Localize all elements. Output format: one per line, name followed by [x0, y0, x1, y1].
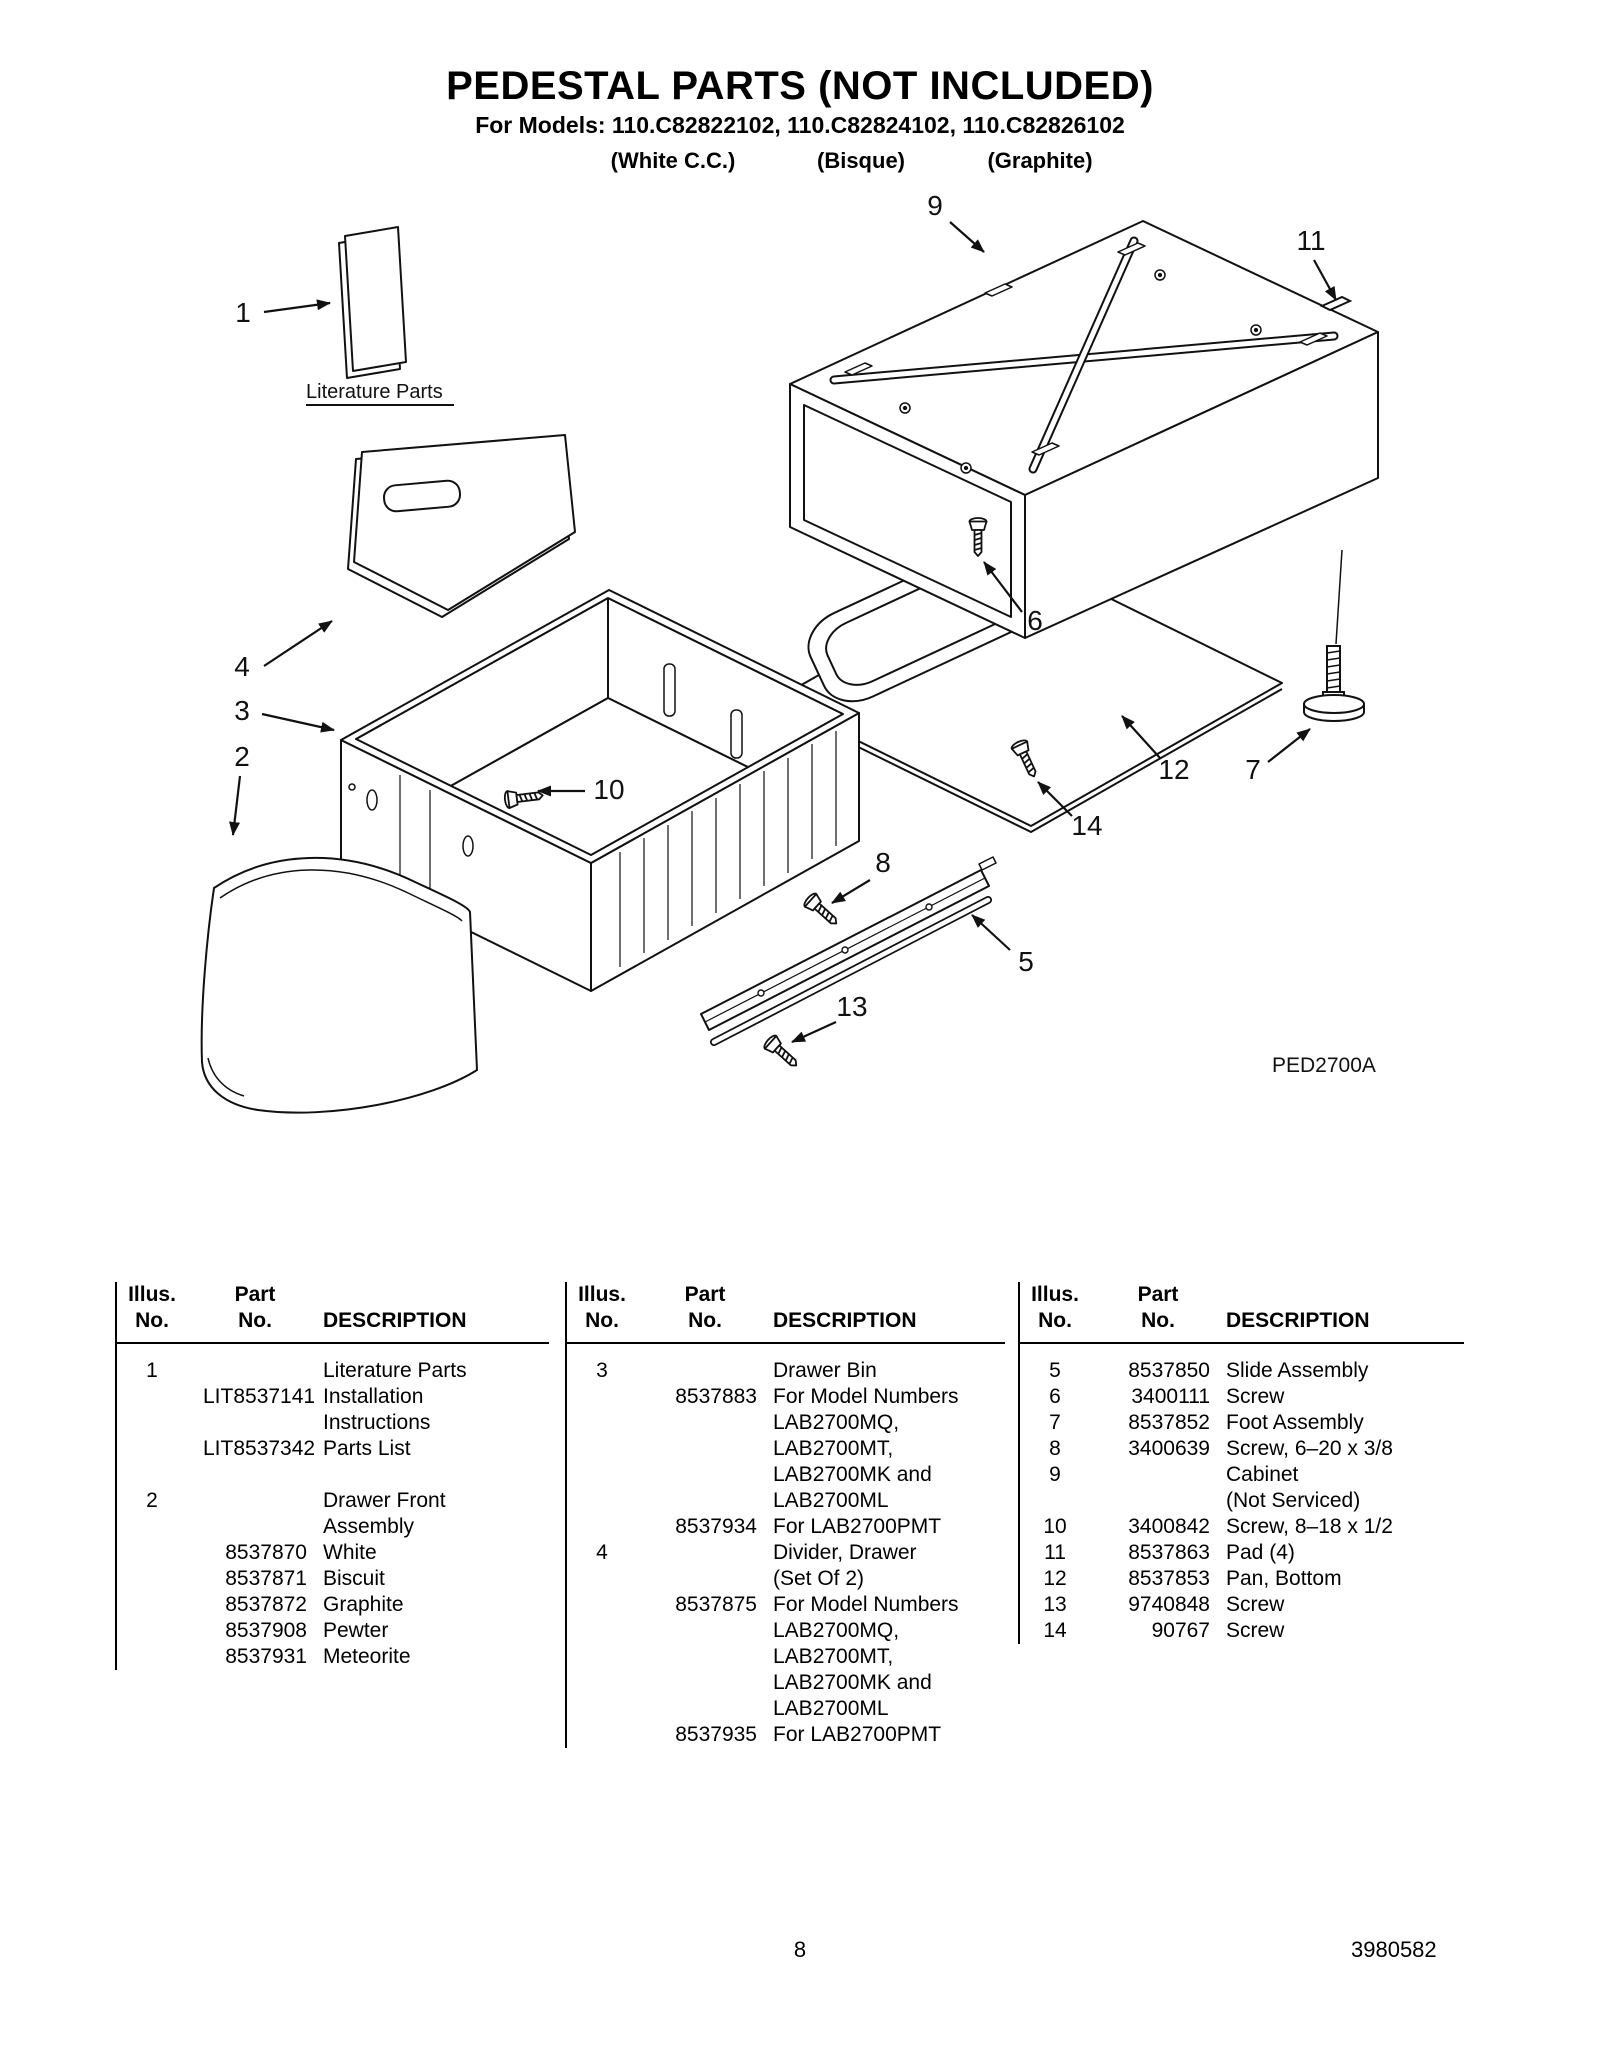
parts-table-column-1 [115, 1282, 549, 1670]
table-row [1020, 1540, 1464, 1566]
part-no-cell: 3400639 [1128, 1437, 1210, 1460]
description-cell: LAB2700MQ, [773, 1411, 900, 1434]
table-header-row [567, 1282, 1005, 1308]
illus-no-cell: 10 [1043, 1515, 1067, 1538]
part-no-cell: 3400842 [1128, 1515, 1210, 1538]
part-no-cell [653, 1618, 757, 1644]
table-row [1020, 1358, 1464, 1384]
illus-no-cell [567, 1696, 637, 1722]
illus-no-cell [567, 1618, 637, 1644]
callout-label-14: 14 [1071, 810, 1103, 841]
table-row [117, 1410, 549, 1436]
table-row [567, 1462, 1005, 1488]
illus-no-cell: 14 [1043, 1619, 1067, 1642]
illus-no-cell: 4 [596, 1541, 608, 1564]
illus-no-cell: 2 [146, 1489, 158, 1512]
illus-no-cell: No. [135, 1309, 169, 1332]
callout-label-8: 8 [875, 847, 891, 878]
divider-drawing [348, 435, 575, 617]
description-cell: Instructions [323, 1411, 431, 1434]
illus-no-cell [567, 1462, 637, 1488]
illus-no-cell [567, 1566, 637, 1592]
illus-no-cell: Illus. [1031, 1283, 1079, 1306]
part-no-cell [203, 1488, 307, 1514]
part-no-cell [203, 1514, 307, 1540]
part-no-cell [653, 1540, 757, 1566]
illus-no-cell [567, 1488, 637, 1514]
doc-number: 3980582 [1351, 1937, 1437, 1962]
table-row [567, 1384, 1005, 1410]
description-cell: Screw [1226, 1619, 1285, 1642]
description-cell: Pan, Bottom [1226, 1567, 1342, 1590]
table-row [1020, 1592, 1464, 1618]
description-cell: Screw [1226, 1593, 1285, 1616]
literature-booklet-drawing [339, 227, 406, 378]
cabinet-drawing [790, 221, 1378, 638]
description-cell: Literature Parts [323, 1359, 467, 1382]
part-no-cell: 8537875 [675, 1593, 757, 1616]
illus-no-cell [117, 1384, 187, 1410]
description-cell: LAB2700MT, [773, 1645, 894, 1668]
part-no-cell [203, 1358, 307, 1384]
illus-no-cell [117, 1462, 187, 1488]
description-cell: LAB2700ML [773, 1489, 889, 1512]
table-row [117, 1384, 549, 1410]
table-row [1020, 1488, 1464, 1514]
illus-no-cell [117, 1618, 187, 1644]
table-row [117, 1514, 549, 1540]
table-row [1020, 1618, 1464, 1644]
description-cell: Assembly [323, 1515, 415, 1538]
table-row [567, 1592, 1005, 1618]
illus-no-cell [117, 1410, 187, 1436]
illus-no-cell [567, 1592, 637, 1618]
callout-arrow-2 [233, 776, 240, 835]
part-no-cell: 90767 [1151, 1619, 1210, 1642]
callout-arrow-9 [950, 222, 984, 252]
illus-no-cell [567, 1410, 637, 1436]
description-cell: Parts List [323, 1437, 411, 1460]
callout-label-1: 1 [235, 297, 251, 328]
callout-label-11: 11 [1296, 225, 1326, 256]
table-header-row [567, 1308, 1005, 1334]
description-cell: Cabinet [1226, 1463, 1299, 1486]
description-cell: DESCRIPTION [1226, 1309, 1370, 1332]
color-label-bisque: (Bisque) [817, 148, 905, 173]
callout-label-5: 5 [1018, 946, 1034, 977]
illus-no-cell [117, 1644, 187, 1670]
callout-arrow-13 [792, 1022, 836, 1042]
callout-label-12: 12 [1158, 754, 1190, 785]
part-no-cell [653, 1358, 757, 1384]
illus-no-cell: 3 [596, 1359, 608, 1382]
part-no-cell [1106, 1462, 1210, 1488]
part-no-cell [1106, 1488, 1210, 1514]
header-rule [117, 1342, 549, 1344]
parts-table-column-2 [565, 1282, 1005, 1748]
description-cell: DESCRIPTION [773, 1309, 917, 1332]
illus-no-cell [567, 1384, 637, 1410]
table-row [567, 1644, 1005, 1670]
description-cell [323, 1462, 549, 1488]
part-no-cell: 3400111 [1131, 1385, 1210, 1408]
part-no-cell: Part [1137, 1283, 1179, 1306]
illus-no-cell: 1 [146, 1359, 158, 1382]
description-cell: LAB2700ML [773, 1697, 889, 1720]
part-no-cell: No. [688, 1309, 722, 1332]
diagram-label: Literature Parts [306, 381, 443, 403]
part-no-cell [203, 1410, 307, 1436]
illus-no-cell [567, 1644, 637, 1670]
illus-no-cell: 6 [1049, 1385, 1061, 1408]
illus-no-cell [1020, 1488, 1090, 1514]
table-row [117, 1644, 549, 1670]
illus-no-cell: Illus. [128, 1283, 176, 1306]
description-cell: Meteorite [323, 1645, 411, 1668]
description-cell: For Model Numbers [773, 1593, 959, 1616]
description-cell: Screw, 8–18 x 1/2 [1226, 1515, 1393, 1538]
description-cell: Pewter [323, 1619, 389, 1642]
callout-arrow-11 [1314, 260, 1336, 300]
part-no-cell [203, 1462, 307, 1488]
table-row [567, 1722, 1005, 1748]
part-no-cell: LIT8537342 [203, 1437, 316, 1460]
part-no-cell: Part [684, 1283, 726, 1306]
description-cell: LAB2700MQ, [773, 1619, 900, 1642]
callout-label-7: 7 [1245, 754, 1261, 785]
part-no-cell: No. [238, 1309, 272, 1332]
part-no-cell: 8537883 [675, 1385, 757, 1408]
foot-assembly-drawing [1304, 550, 1364, 721]
callout-arrow-8 [832, 880, 870, 903]
table-row [117, 1566, 549, 1592]
table-row [567, 1696, 1005, 1722]
part-no-cell [653, 1696, 757, 1722]
illus-no-cell [567, 1722, 637, 1748]
description-cell: LAB2700MT, [773, 1437, 894, 1460]
description-cell: Pad (4) [1226, 1541, 1295, 1564]
illus-no-cell: 11 [1044, 1541, 1066, 1564]
table-row [1020, 1462, 1464, 1488]
table-header-row [1020, 1282, 1464, 1308]
callout-arrow-4 [264, 621, 332, 666]
part-no-cell [653, 1462, 757, 1488]
callout-label-2: 2 [234, 741, 250, 772]
table-row [567, 1358, 1005, 1384]
table-row [567, 1540, 1005, 1566]
table-row [567, 1488, 1005, 1514]
description-cell [1226, 1282, 1464, 1308]
illus-no-cell: 7 [1049, 1411, 1061, 1434]
part-no-cell: 8537850 [1128, 1359, 1210, 1382]
part-no-cell [653, 1410, 757, 1436]
description-cell: White [323, 1541, 377, 1564]
part-no-cell: 8537872 [225, 1593, 307, 1616]
table-row [1020, 1384, 1464, 1410]
table-row [117, 1592, 549, 1618]
description-cell: Foot Assembly [1226, 1411, 1364, 1434]
part-no-cell: 8537852 [1128, 1411, 1210, 1434]
part-no-cell: 8537871 [225, 1567, 307, 1590]
header-rule [1020, 1342, 1464, 1344]
illus-no-cell [117, 1514, 187, 1540]
illus-no-cell [567, 1514, 637, 1540]
diagram-label: PED2700A [1272, 1054, 1376, 1077]
models-line: For Models: 110.C82822102, 110.C82824102, 110.C82826102 [475, 112, 1125, 138]
table-row [117, 1462, 549, 1488]
part-no-cell: Part [234, 1283, 276, 1306]
table-row [567, 1410, 1005, 1436]
description-cell: For LAB2700PMT [773, 1723, 942, 1746]
illus-no-cell: 12 [1043, 1567, 1067, 1590]
table-header-row [117, 1308, 549, 1334]
table-row [567, 1566, 1005, 1592]
illus-no-cell [117, 1436, 187, 1462]
callout-label-4: 4 [234, 651, 250, 682]
description-cell: For Model Numbers [773, 1385, 959, 1408]
table-row [567, 1514, 1005, 1540]
part-no-cell [653, 1670, 757, 1696]
illus-no-cell [117, 1592, 187, 1618]
color-label-graphite: (Graphite) [987, 148, 1093, 173]
illus-no-cell [567, 1670, 637, 1696]
description-cell: LAB2700MK and [773, 1671, 932, 1694]
table-row [1020, 1514, 1464, 1540]
illus-no-cell: Illus. [578, 1283, 626, 1306]
table-row [117, 1436, 549, 1462]
part-no-cell: 8537935 [675, 1723, 757, 1746]
part-no-cell: 8537863 [1128, 1541, 1210, 1564]
illus-no-cell [567, 1436, 637, 1462]
description-cell: Drawer Front [323, 1489, 446, 1512]
callout-arrow-3 [262, 714, 334, 730]
part-no-cell: 8537853 [1128, 1567, 1210, 1590]
part-no-cell: 8537931 [225, 1645, 307, 1668]
drawer-front-drawing [202, 858, 477, 1113]
description-cell [323, 1282, 549, 1308]
part-no-cell [653, 1644, 757, 1670]
description-cell: Installation [323, 1385, 424, 1408]
part-no-cell: No. [1141, 1309, 1175, 1332]
part-no-cell: 8537934 [675, 1515, 757, 1538]
callout-arrow-1 [264, 303, 330, 312]
description-cell: DESCRIPTION [323, 1309, 467, 1332]
callout-label-6: 6 [1027, 605, 1043, 636]
part-no-cell: 8537908 [225, 1619, 307, 1642]
table-row [567, 1436, 1005, 1462]
callout-label-13: 13 [836, 991, 868, 1022]
parts-table-column-3 [1018, 1282, 1464, 1644]
part-no-cell: LIT8537141 [203, 1385, 316, 1408]
description-cell: Slide Assembly [1226, 1359, 1369, 1382]
header-rule [567, 1342, 1005, 1344]
part-no-cell [653, 1566, 757, 1592]
color-label-white: (White C.C.) [610, 148, 736, 173]
callout-label-10: 10 [593, 774, 625, 805]
description-cell: Graphite [323, 1593, 404, 1616]
description-cell: Divider, Drawer [773, 1541, 917, 1564]
description-cell: For LAB2700PMT [773, 1515, 942, 1538]
description-cell: (Not Serviced) [1226, 1489, 1361, 1512]
table-row [117, 1358, 549, 1384]
illus-no-cell [117, 1540, 187, 1566]
table-row [1020, 1436, 1464, 1462]
description-cell: Screw [1226, 1385, 1285, 1408]
page-title: PEDESTAL PARTS (NOT INCLUDED) [446, 64, 1154, 108]
part-no-cell: 9740848 [1128, 1593, 1210, 1616]
illus-no-cell: 8 [1049, 1437, 1061, 1460]
page-number: 8 [793, 1937, 807, 1962]
callout-arrow-7 [1268, 729, 1310, 762]
table-row [117, 1488, 549, 1514]
illus-no-cell: 13 [1043, 1593, 1067, 1616]
table-row [1020, 1410, 1464, 1436]
table-row [567, 1670, 1005, 1696]
description-cell: Biscuit [323, 1567, 385, 1590]
illus-no-cell [117, 1566, 187, 1592]
part-no-cell [653, 1436, 757, 1462]
callout-label-3: 3 [234, 695, 250, 726]
table-header-row [1020, 1308, 1464, 1334]
table-header-row [117, 1282, 549, 1308]
illus-no-cell: 9 [1049, 1463, 1061, 1486]
part-no-cell [653, 1488, 757, 1514]
illus-no-cell: No. [585, 1309, 619, 1332]
description-cell: (Set Of 2) [773, 1567, 865, 1590]
description-cell: LAB2700MK and [773, 1463, 932, 1486]
screw-icon [802, 892, 842, 930]
illus-no-cell: 5 [1049, 1359, 1061, 1382]
description-cell [773, 1282, 1005, 1308]
description-cell: Screw, 6–20 x 3/8 [1226, 1437, 1393, 1460]
part-no-cell: 8537870 [225, 1541, 307, 1564]
callout-arrow-5 [972, 915, 1010, 950]
table-row [1020, 1566, 1464, 1592]
table-row [567, 1618, 1005, 1644]
description-cell: Drawer Bin [773, 1359, 877, 1382]
table-row [117, 1540, 549, 1566]
callout-label-9: 9 [927, 190, 943, 221]
table-row [117, 1618, 549, 1644]
illus-no-cell: No. [1038, 1309, 1072, 1332]
